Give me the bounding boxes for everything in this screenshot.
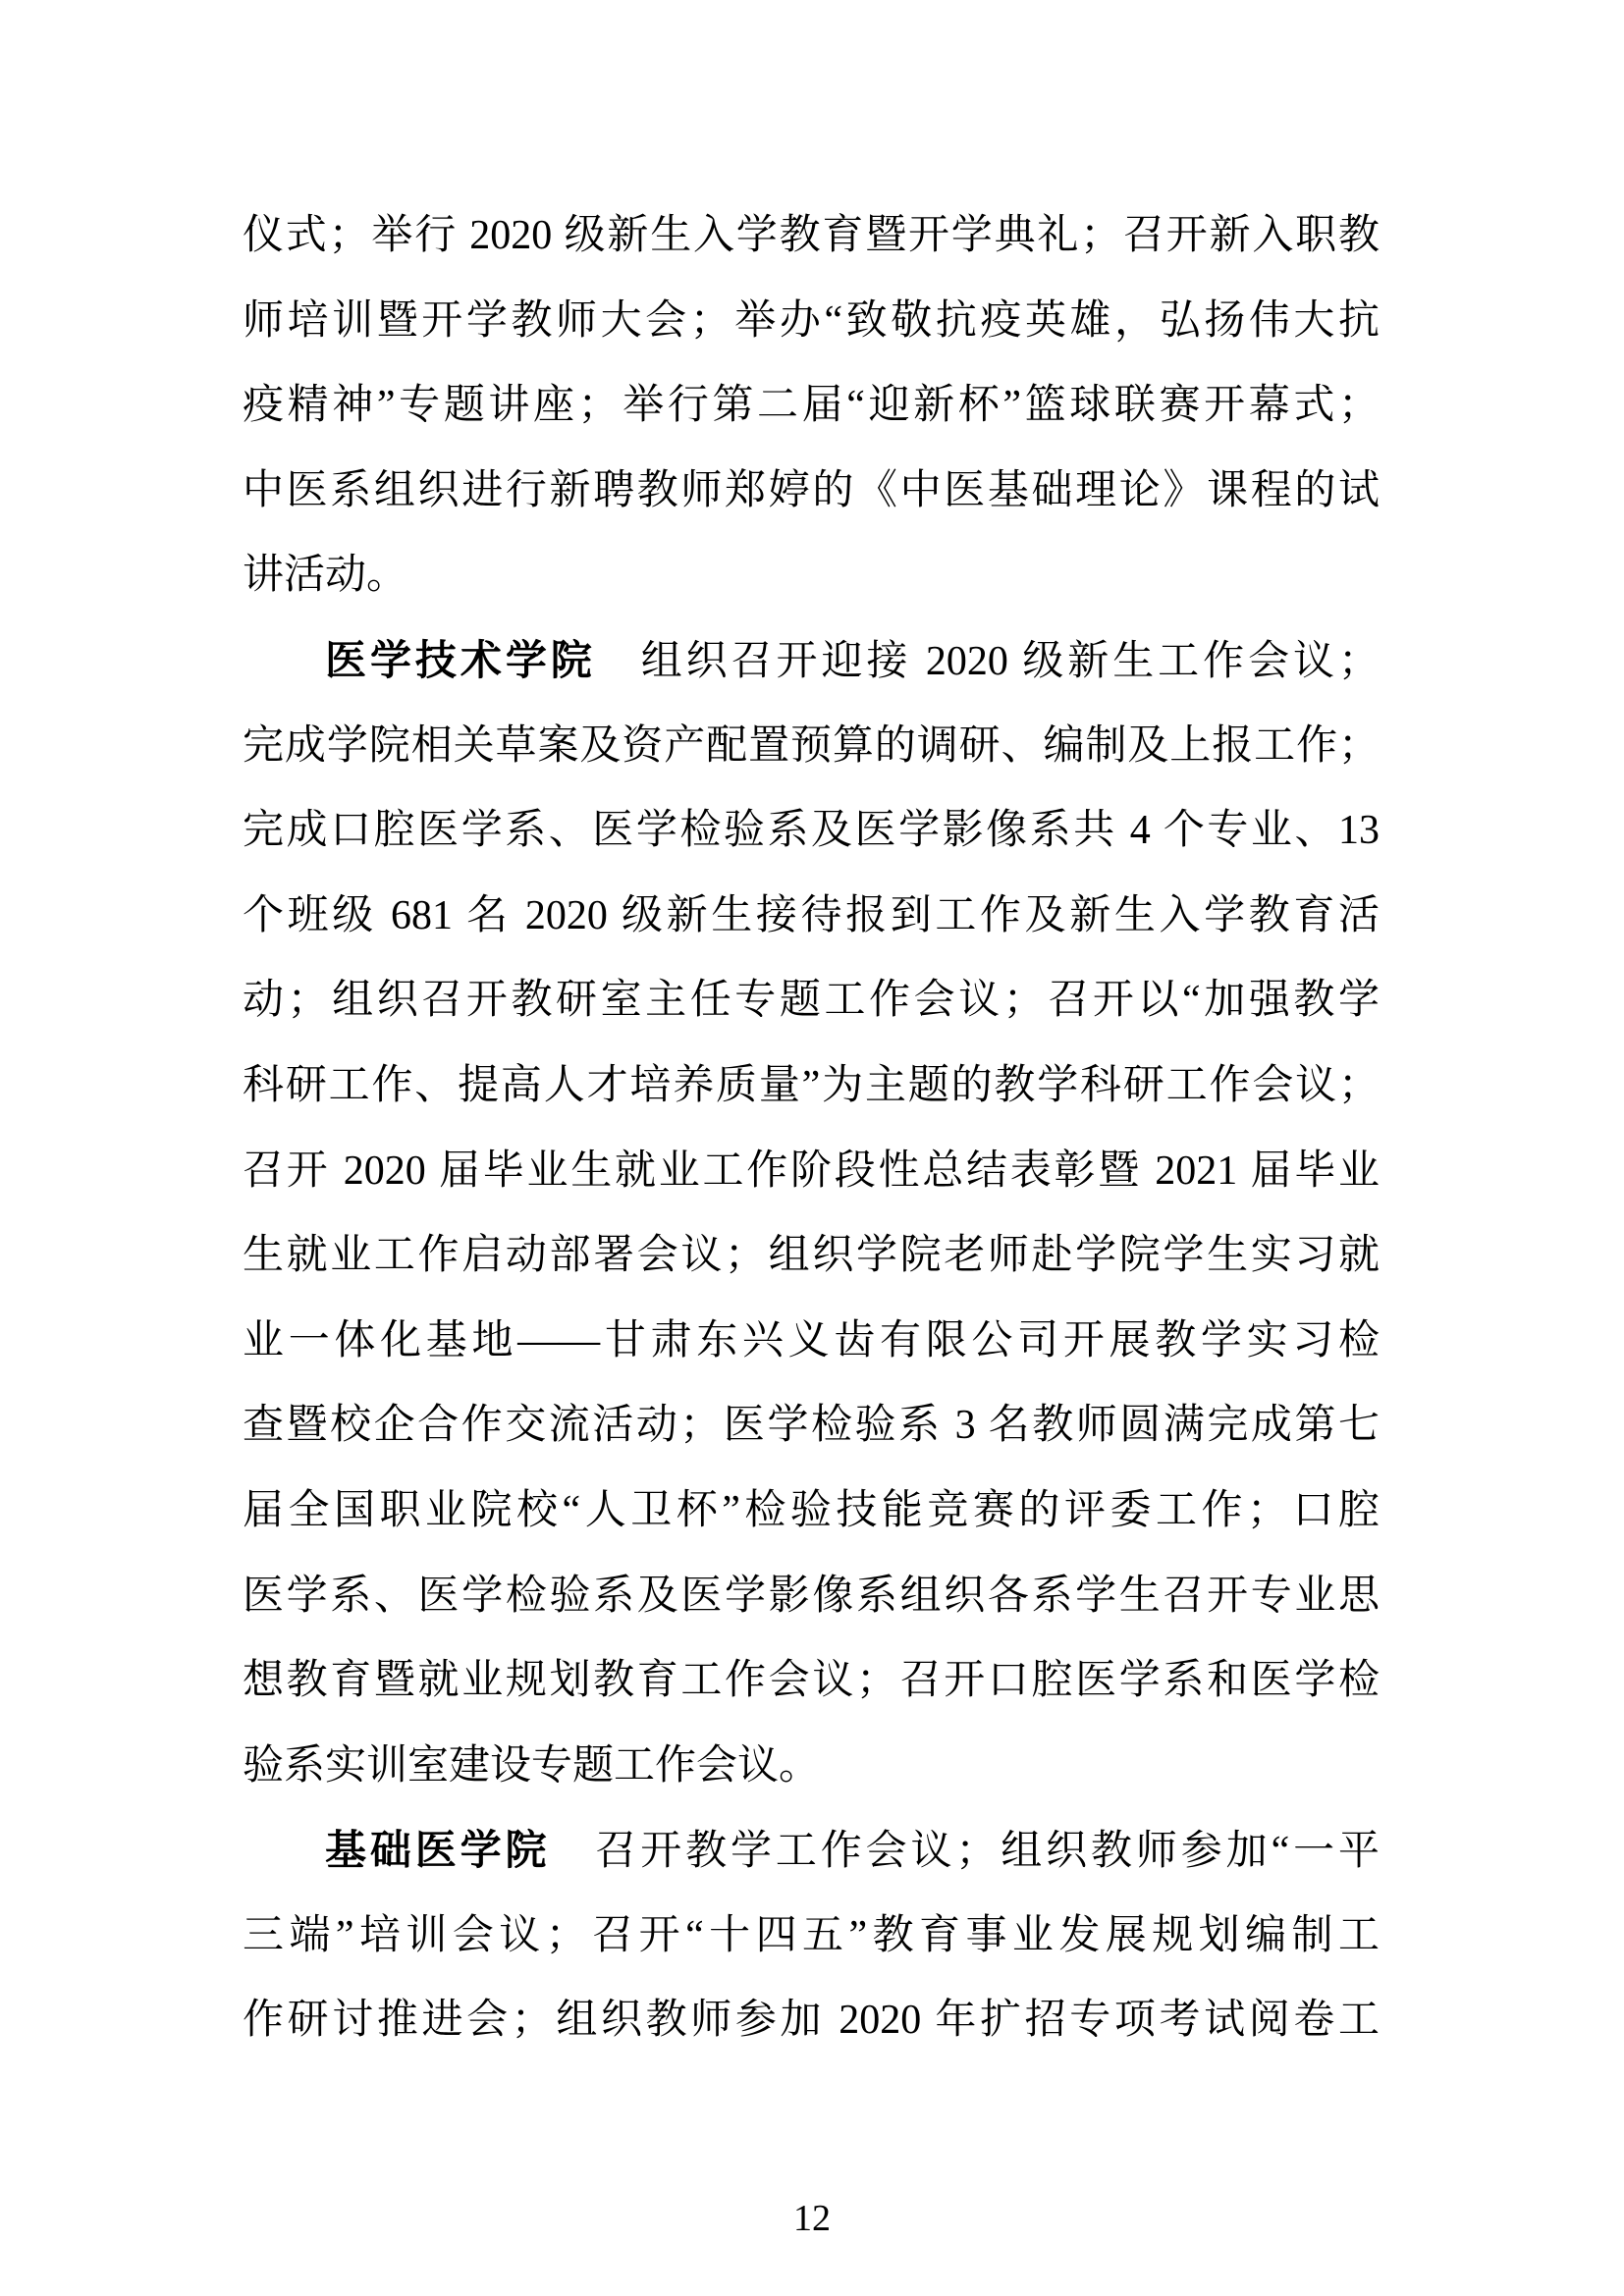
text-line	[243, 1468, 1380, 1554]
text-segment: 验系实训室建设专题工作会议。	[243, 1742, 821, 1789]
text-line	[243, 193, 1380, 279]
text-line	[243, 788, 1380, 874]
text-line	[243, 1978, 1380, 2063]
text-segment: 生就业工作启动部署会议；组织学院老师赴学院学生实习就	[243, 1233, 1380, 1279]
text-segment: 完成学院相关草案及资产配置预算的调研、编制及上报工作；	[243, 722, 1380, 769]
text-line	[243, 1724, 1380, 1809]
text-line	[243, 279, 1380, 364]
text-line	[243, 1129, 1380, 1214]
text-segment: 届全国职业院校“人卫杯”检验技能竞赛的评委工作；口腔	[243, 1487, 1380, 1533]
text-line	[243, 874, 1380, 959]
text-segment: 个班级 681 名 2020 级新生接待报到工作及新生入学教育活	[243, 892, 1380, 938]
text-line	[243, 958, 1380, 1043]
text-segment: 想教育暨就业规划教育工作会议；召开口腔医学系和医学检	[243, 1658, 1380, 1704]
body-text-block	[243, 193, 1380, 2063]
text-segment: 查暨校企合作交流活动；医学检验系 3 名教师圆满完成第七	[243, 1403, 1380, 1449]
text-line	[243, 533, 1380, 618]
text-segment: 仪式；举行 2020 级新生入学教育暨开学典礼；召开新入职教	[243, 213, 1380, 258]
text-segment: 师培训暨开学教师大会；举办“致敬抗疫英雄，弘扬伟大抗	[243, 297, 1380, 344]
text-segment: 组织召开迎接 2020 级新生工作会议；	[595, 638, 1380, 684]
text-segment: 完成口腔医学系、医学检验系及医学影像系共 4 个专业、13	[243, 808, 1380, 854]
text-line	[243, 1383, 1380, 1468]
text-line	[243, 1894, 1380, 1979]
text-line	[243, 1299, 1380, 1384]
department-heading: 基础医学院	[325, 1827, 551, 1874]
text-line	[243, 1638, 1380, 1724]
text-segment: 三端”培训会议；召开“十四五”教育事业发展规划编制工	[243, 1912, 1380, 1958]
text-line	[243, 449, 1380, 534]
text-line	[243, 1554, 1380, 1639]
text-segment: 业一体化基地——甘肃东兴义齿有限公司开展教学实习检	[243, 1317, 1380, 1363]
text-line	[243, 1043, 1380, 1129]
department-heading: 医学技术学院	[325, 636, 596, 683]
text-line	[243, 618, 1380, 704]
text-line	[243, 1213, 1380, 1299]
text-segment: 中医系组织进行新聘教师郑婷的《中医基础理论》课程的试	[243, 467, 1380, 513]
text-line	[243, 363, 1380, 449]
text-segment: 召开教学工作会议；组织教师参加“一平	[550, 1829, 1380, 1875]
text-line	[243, 1808, 1380, 1894]
text-segment: 科研工作、提高人才培养质量”为主题的教学科研工作会议；	[243, 1062, 1380, 1108]
text-segment: 疫精神”专题讲座；举行第二届“迎新杯”篮球联赛开幕式；	[243, 383, 1380, 429]
text-segment: 医学系、医学检验系及医学影像系组织各系学生召开专业思	[243, 1573, 1380, 1619]
text-segment: 作研讨推进会；组织教师参加 2020 年扩招专项考试阅卷工	[243, 1998, 1380, 2044]
page-number: 12	[793, 2198, 831, 2239]
text-segment: 动；组织召开教研室主任专题工作会议；召开以“加强教学	[243, 978, 1380, 1024]
text-segment: 召开 2020 届毕业生就业工作阶段性总结表彰暨 2021 届毕业	[243, 1148, 1380, 1194]
text-segment: 讲活动。	[243, 553, 408, 599]
text-line	[243, 704, 1380, 789]
